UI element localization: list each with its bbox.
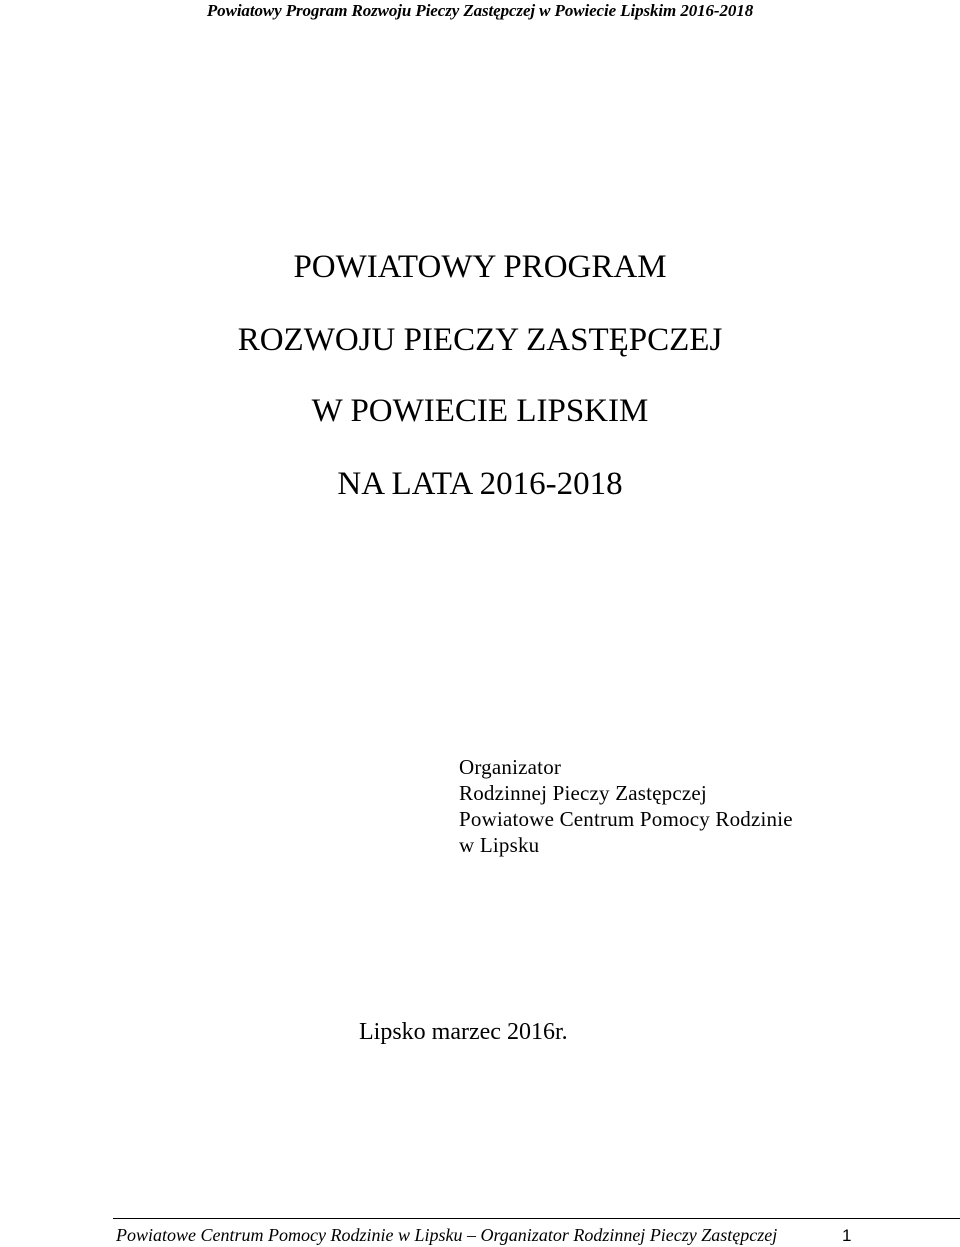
title-line-3: W POWIECIE LIPSKIM	[311, 393, 649, 429]
organizer-line-4: w Lipsku	[459, 833, 540, 857]
footer-divider	[113, 1218, 960, 1219]
organizer-line-2: Rodzinnej Pieczy Zastępczej	[459, 781, 707, 805]
title-line-4: NA LATA 2016-2018	[337, 466, 623, 502]
running-header: Powiatowy Program Rozwoju Pieczy Zastępczej w Powiecie Lipskim 2016-2018	[206, 1, 754, 20]
page-number: 1	[842, 1226, 852, 1245]
organizer-block	[459, 754, 793, 858]
organizer-line-3: Powiatowe Centrum Pomocy Rodzinie	[459, 807, 793, 831]
place-date: Lipsko marzec 2016r.	[359, 1019, 568, 1045]
organizer-line-1: Organizator	[459, 755, 562, 779]
title-line-2: ROZWOJU PIECZY ZASTĘPCZEJ	[237, 322, 723, 358]
footer-text: Powiatowe Centrum Pomocy Rodzinie w Lipsku – Organizator Rodzinnej Pieczy Zastępczej	[116, 1225, 778, 1245]
title-line-1: POWIATOWY PROGRAM	[293, 249, 667, 285]
